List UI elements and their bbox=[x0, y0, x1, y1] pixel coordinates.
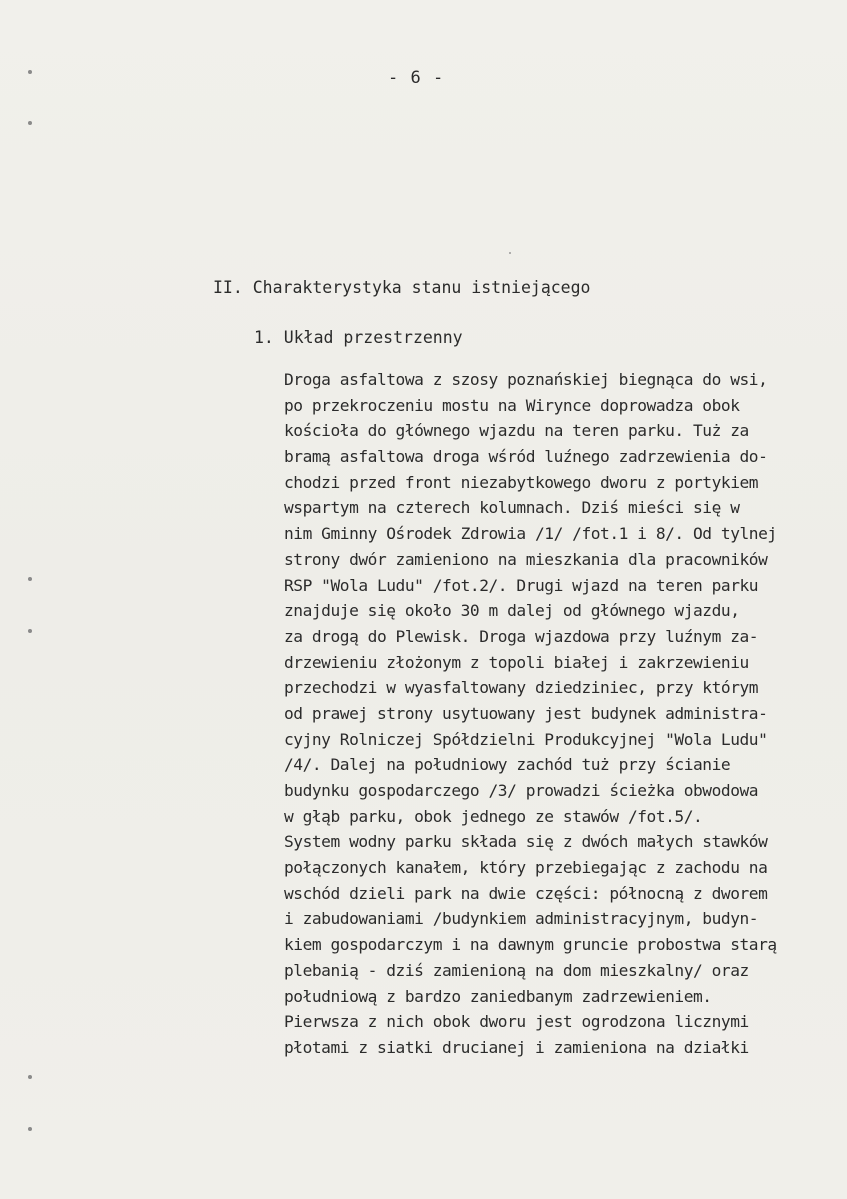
text-line: plebanią - dziś zamienioną na dom mieszkalny/ oraz bbox=[284, 960, 749, 980]
text-line: w głąb parku, obok jednego ze stawów /fot.5/. bbox=[284, 806, 703, 826]
text-line: po przekroczeniu mostu na Wirynce doprowadza obok bbox=[284, 395, 740, 415]
punch-hole-mark bbox=[28, 1075, 32, 1079]
punch-hole-mark bbox=[28, 1127, 32, 1131]
text-line: znajduje się około 30 m dalej od głównego wjazdu, bbox=[284, 601, 740, 621]
text-line: południową z bardzo zaniedbanym zadrzewieniem. bbox=[284, 986, 712, 1006]
text-line: cyjny Rolniczej Spółdzielni Produkcyjnej "Wola Ludu" bbox=[284, 729, 768, 749]
text-line: i zabudowaniami /budynkiem administracyjnym, budyn- bbox=[284, 909, 759, 929]
text-line: od prawej strony usytuowany jest budynek administra- bbox=[284, 703, 768, 723]
text-line: strony dwór zamieniono na mieszkania dla pracowników bbox=[284, 549, 768, 569]
punch-hole-mark bbox=[28, 577, 32, 581]
text-line: drzewieniu złożonym z topoli białej i zakrzewieniu bbox=[284, 652, 749, 672]
text-line: RSP "Wola Ludu" /fot.2/. Drugi wjazd na teren parku bbox=[284, 575, 759, 595]
text-line: budynku gospodarczego /3/ prowadzi ścieżka obwodowa bbox=[284, 781, 759, 800]
text-line: System wodny parku składa się z dwóch małych stawków bbox=[284, 832, 768, 852]
text-line: płotami z siatki drucianej i zamieniona na działki bbox=[284, 1037, 749, 1057]
punch-hole-mark bbox=[28, 121, 32, 125]
text-line: chodzi przed front niezabytkowego dworu z portykiem bbox=[284, 472, 759, 492]
page-number: - 6 - bbox=[388, 68, 445, 88]
text-line: kiem gospodarczym i na dawnym gruncie probostwa starą bbox=[284, 935, 777, 955]
paper-speck bbox=[509, 252, 511, 254]
text-line: połączonych kanałem, który przebiegając z zachodu na bbox=[284, 858, 768, 878]
text-line: kościoła do głównego wjazdu na teren parku. Tuż za bbox=[284, 421, 749, 441]
text-line: za drogą do Plewisk. Droga wjazdowa przy luźnym za- bbox=[284, 626, 759, 646]
subsection-title: 1. Układ przestrzenny bbox=[254, 328, 463, 347]
text-line: Droga asfaltowa z szosy poznańskiej biegnąca do wsi, bbox=[284, 370, 768, 389]
text-line: wschód dzieli park na dwie części: północną z dworem bbox=[284, 883, 768, 903]
text-line: /4/. Dalej na południowy zachód tuż przy ścianie bbox=[284, 755, 731, 775]
text-line: wspartym na czterech kolumnach. Dziś mieści się w bbox=[284, 498, 740, 518]
text-line: przechodzi w wyasfaltowany dziedziniec, przy którym bbox=[284, 678, 759, 698]
text-line: bramą asfaltowa droga wśród luźnego zadrzewienia do- bbox=[284, 447, 768, 467]
body-paragraph bbox=[284, 367, 844, 1061]
punch-hole-mark bbox=[28, 70, 32, 74]
section-title: II. Charakterystyka stanu istniejącego bbox=[213, 278, 591, 297]
text-line: nim Gminny Ośrodek Zdrowia /1/ /fot.1 i 8/. Od tylnej bbox=[284, 524, 777, 544]
punch-hole-mark bbox=[28, 629, 32, 633]
text-line: Pierwsza z nich obok dworu jest ogrodzona licznymi bbox=[284, 1012, 749, 1032]
